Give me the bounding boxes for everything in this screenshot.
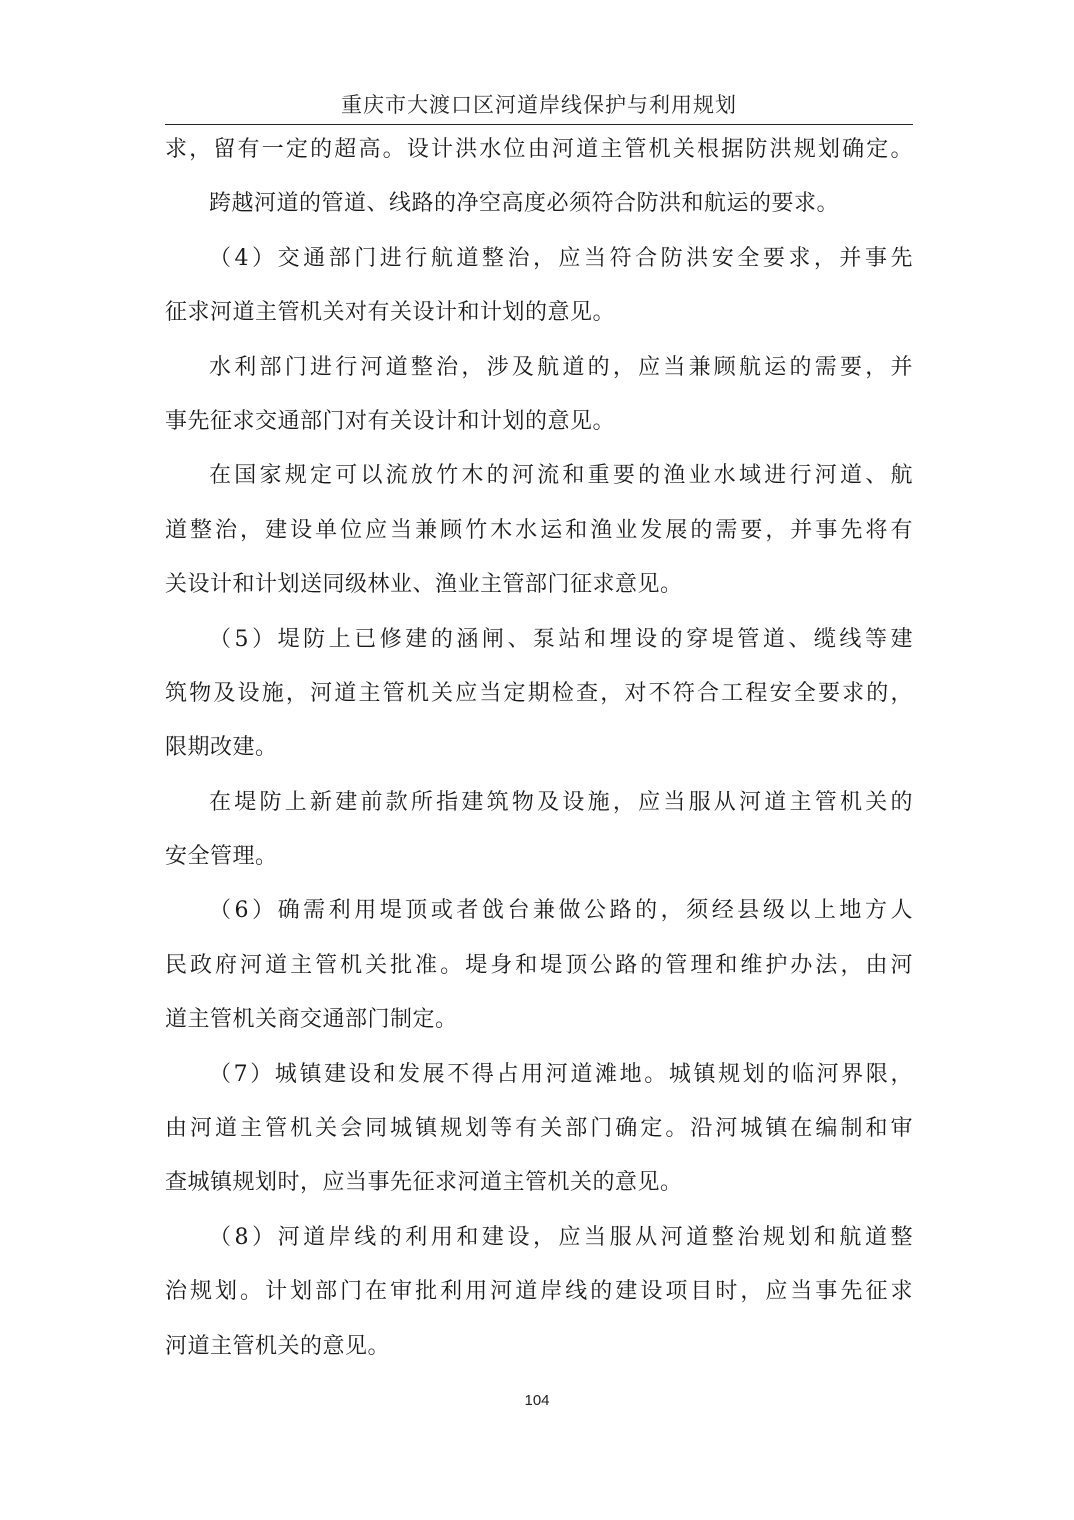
text-line: 道整治，建设单位应当兼顾竹木水运和渔业发展的需要，并事先将有 <box>165 517 913 543</box>
text-line: 跨越河道的管道、线路的净空高度必须符合防洪和航运的要求。 <box>209 191 840 217</box>
text-line: 筑物及设施，河道主管机关应当定期检查，对不符合工程安全要求的， <box>165 680 913 706</box>
text-line: （5）堤防上已修建的涵闸、泵站和埋设的穿堤管道、缆线等建 <box>209 626 913 652</box>
text-line: 安全管理。 <box>165 844 278 870</box>
text-line: 事先征求交通部门对有关设计和计划的意见。 <box>165 408 616 434</box>
text-line: 由河道主管机关会同城镇规划等有关部门确定。沿河城镇在编制和审 <box>165 1116 913 1142</box>
text-line: 关设计和计划送同级林业、渔业主管部门征求意见。 <box>165 572 683 598</box>
text-line: 求，留有一定的超高。设计洪水位由河道主管机关根据防洪规划确定。 <box>165 137 913 162</box>
document-title: 重庆市大渡口区河道岸线保护与利用规划 <box>341 93 737 117</box>
text-line: 限期改建。 <box>165 735 278 761</box>
text-line: （8）河道岸线的利用和建设，应当服从河道整治规划和航道整 <box>209 1224 913 1250</box>
text-line: （7）城镇建设和发展不得占用河道滩地。城镇规划的临河界限， <box>209 1061 913 1087</box>
text-line: 治规划。计划部门在审批利用河道岸线的建设项目时，应当事先征求 <box>165 1279 913 1305</box>
text-line: 征求河道主管机关对有关设计和计划的意见。 <box>165 300 616 326</box>
page-header <box>165 86 913 125</box>
text-line: （4）交通部门进行航道整治，应当符合防洪安全要求，并事先 <box>209 245 913 271</box>
text-line: 道主管机关商交通部门制定。 <box>165 1007 458 1033</box>
text-line: 水利部门进行河道整治，涉及航道的，应当兼顾航运的需要，并 <box>209 354 913 380</box>
document-body <box>165 123 913 1374</box>
page-number: 104 <box>524 1392 550 1409</box>
text-line: 查城镇规划时，应当事先征求河道主管机关的意见。 <box>165 1170 683 1196</box>
text-line: 河道主管机关的意见。 <box>165 1333 391 1359</box>
text-line: 在堤防上新建前款所指建筑物及设施，应当服从河道主管机关的 <box>209 789 913 815</box>
text-line: （6）确需利用堤顶或者戗台兼做公路的，须经县级以上地方人 <box>209 898 913 924</box>
text-line: 民政府河道主管机关批准。堤身和堤顶公路的管理和维护办法，由河 <box>165 952 913 978</box>
text-line: 在国家规定可以流放竹木的河流和重要的渔业水域进行河道、航 <box>209 463 913 489</box>
